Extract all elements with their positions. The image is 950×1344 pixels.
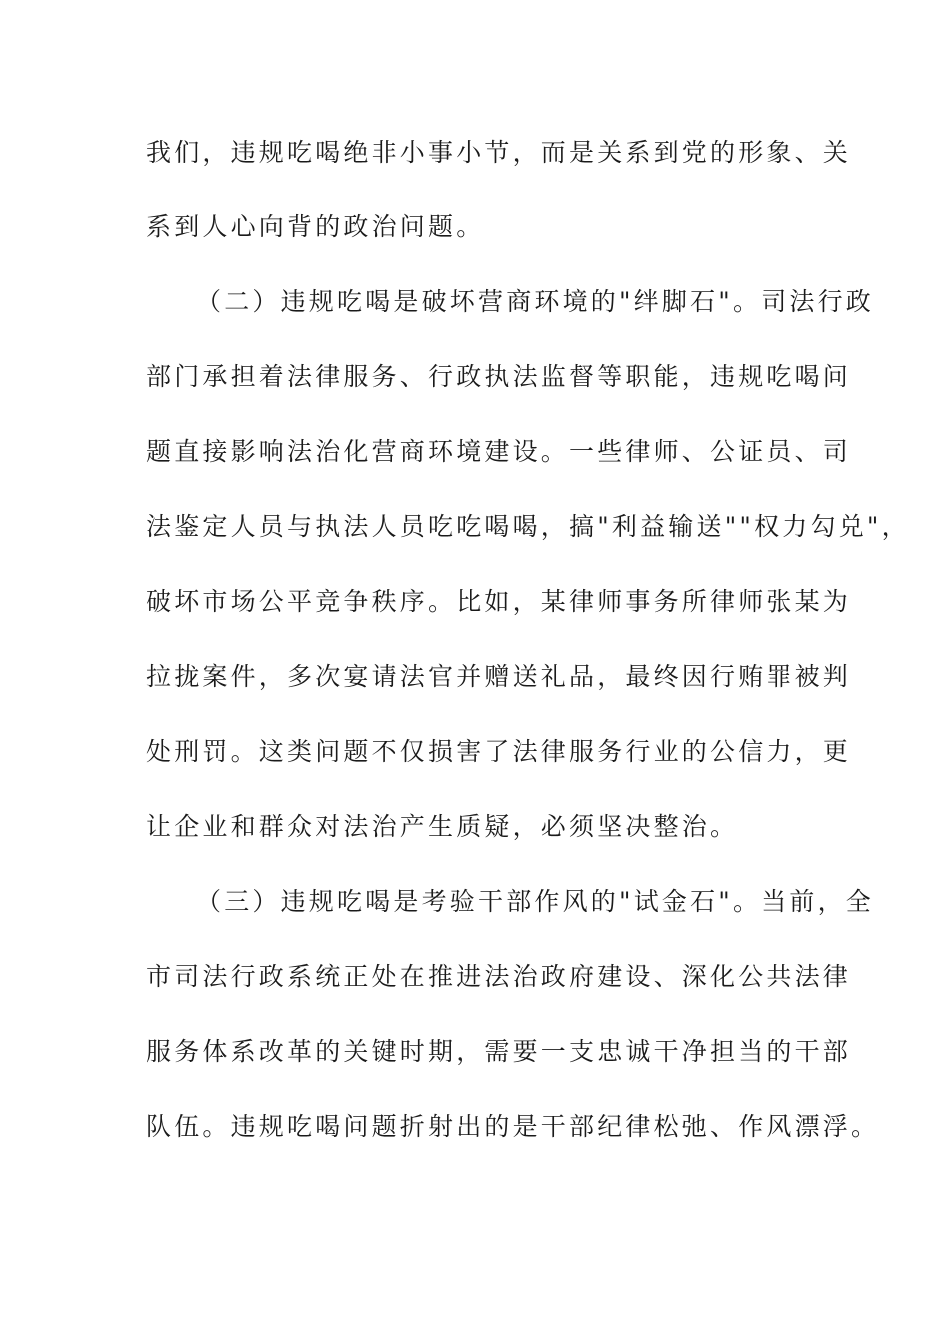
paragraph-line-4: 部门承担着法律服务、行政执法监督等职能，违规吃喝问 <box>146 362 852 391</box>
paragraph-line-14: 队伍。违规吃喝问题折射出的是干部纪律松弛、作风漂浮。 <box>146 1112 880 1141</box>
paragraph-line-1: 我们，违规吃喝绝非小事小节，而是关系到党的形象、关 <box>146 138 852 167</box>
paragraph-line-7: 破坏市场公平竞争秩序。比如，某律师事务所律师张某为 <box>146 587 852 616</box>
paragraph-line-10: 让企业和群众对法治产生质疑，必须坚决整治。 <box>146 812 739 841</box>
paragraph-line-5: 题直接影响法治化营商环境建设。一些律师、公证员、司 <box>146 437 852 466</box>
paragraph-line-9: 处刑罚。这类问题不仅损害了法律服务行业的公信力，更 <box>146 737 852 766</box>
paragraph-line-13: 服务体系改革的关键时期，需要一支忠诚干净担当的干部 <box>146 1037 852 1066</box>
paragraph-line-8: 拉拢案件，多次宴请法官并赠送礼品，最终因行贿罪被判 <box>146 662 852 691</box>
paragraph-line-6: 法鉴定人员与执法人员吃吃喝喝，搞"利益输送""权力勾兑"， <box>146 512 910 541</box>
paragraph-line-3: （二）违规吃喝是破坏营商环境的"绊脚石"。司法行政 <box>196 287 875 316</box>
paragraph-line-2: 系到人心向背的政治问题。 <box>146 212 485 241</box>
paragraph-line-12: 市司法行政系统正处在推进法治政府建设、深化公共法律 <box>146 962 852 991</box>
paragraph-line-11: （三）违规吃喝是考验干部作风的"试金石"。当前，全 <box>196 887 875 916</box>
